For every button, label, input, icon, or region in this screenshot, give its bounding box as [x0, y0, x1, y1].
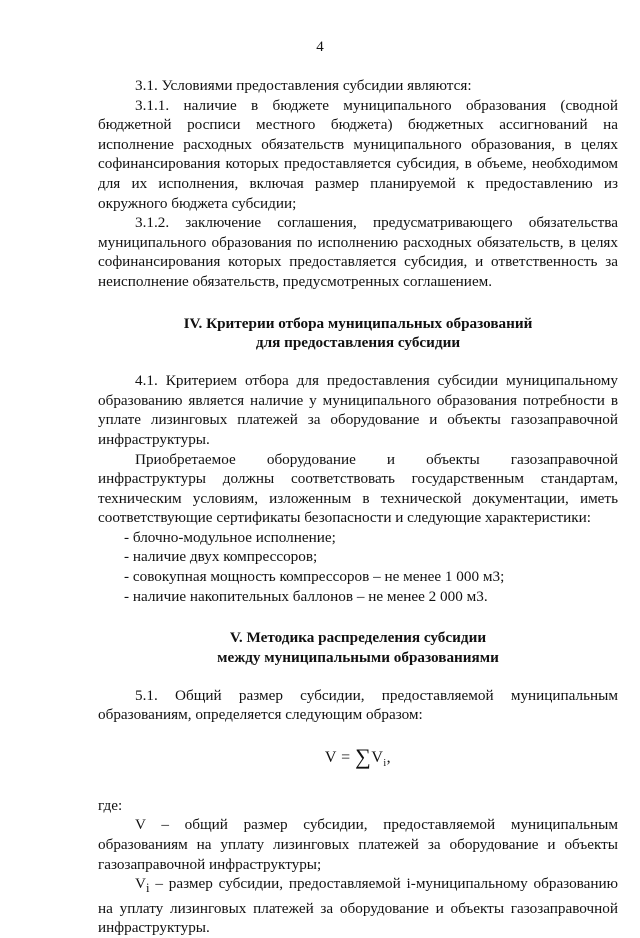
clause-3-1-1: 3.1.1. наличие в бюджете муниципального образования (сводной бюджетной росписи местного бюджета) бюджетных ассигнований на исполнение расходных обязательств муниципального образования, в целях софинансирования которых предоставляется субсидия, в объеме, необходимом для их исполнения, включая размер планируемой к предоставлению из окружного бюджета субсидии; [98, 96, 618, 212]
formula-equals: = [336, 749, 356, 767]
clause-4-1: 4.1. Критерием отбора для предоставления субсидии муниципальному образованию является наличие у муниципального образования потребности в уплате лизинговых платежей за оборудование и объекты газозаправочной инфраструктуры. [98, 372, 618, 448]
list-item: - совокупная мощность компрессоров – не менее 1 000 м3; [124, 568, 505, 586]
section-5-heading-line1: V. Методика распределения субсидии [229, 629, 487, 647]
page-number: 4 [316, 39, 324, 55]
section-4-heading-line2: для предоставления субсидии [255, 334, 461, 352]
formula-subscript: i [383, 758, 387, 770]
definition-vi [98, 874, 618, 938]
section-5-heading-line2: между муниципальными образованиями [217, 649, 499, 667]
section-4-heading-line1: IV. Критерии отбора муниципальных образований [183, 314, 533, 332]
definition-v: V – общий размер субсидии, предоставляемой муниципальным образованиям на уплату лизинговых платежей за оборудование и объекты газозаправочной инфраструктуры; [98, 816, 618, 873]
list-item: - наличие накопительных баллонов – не менее 2 000 м3. [124, 587, 488, 605]
formula-lhs: V [324, 749, 337, 767]
formula-term: V [371, 749, 384, 767]
section-5-heading [98, 628, 618, 668]
definition-vi-text: – размер субсидии, предоставляемой i-муниципальному образованию на уплату лизинговых платежей за оборудование и объекты газозаправочной инфраструктуры. [98, 875, 618, 937]
sum-symbol: ∑ [355, 744, 372, 770]
equipment-requirements: Приобретаемое оборудование и объекты газозаправочной инфраструктуры должны соответствовать государственным стандартам, техническим условиям, изложенным в технической документации, иметь соответствующие сертификаты безопасности и следующие характеристики: [98, 450, 618, 527]
definition-vi-subscript: i [145, 881, 150, 896]
formula-tail: , [386, 749, 392, 767]
definition-vi-symbol: V [135, 875, 146, 893]
section-4-heading [98, 314, 618, 354]
formula [98, 744, 618, 774]
list-item: - наличие двух компрессоров; [124, 548, 318, 566]
list-item: - блочно-модульное исполнение; [124, 528, 336, 546]
document-body [98, 76, 618, 938]
clause-3-1-2: 3.1.2. заключение соглашения, предусматривающего обязательства муниципального образования по исполнению расходных обязательств, в целях софинансирования которых предоставляется субсидия, и ответственность за неисполнение обязательств, предусмотренных соглашением. [98, 214, 618, 290]
clause-3-1: 3.1. Условиями предоставления субсидии являются: [135, 77, 472, 94]
clause-5-1: 5.1. Общий размер субсидии, предоставляемой муниципальным образованиям, определяется следующим образом: [98, 686, 618, 724]
where-label: где: [98, 796, 123, 814]
